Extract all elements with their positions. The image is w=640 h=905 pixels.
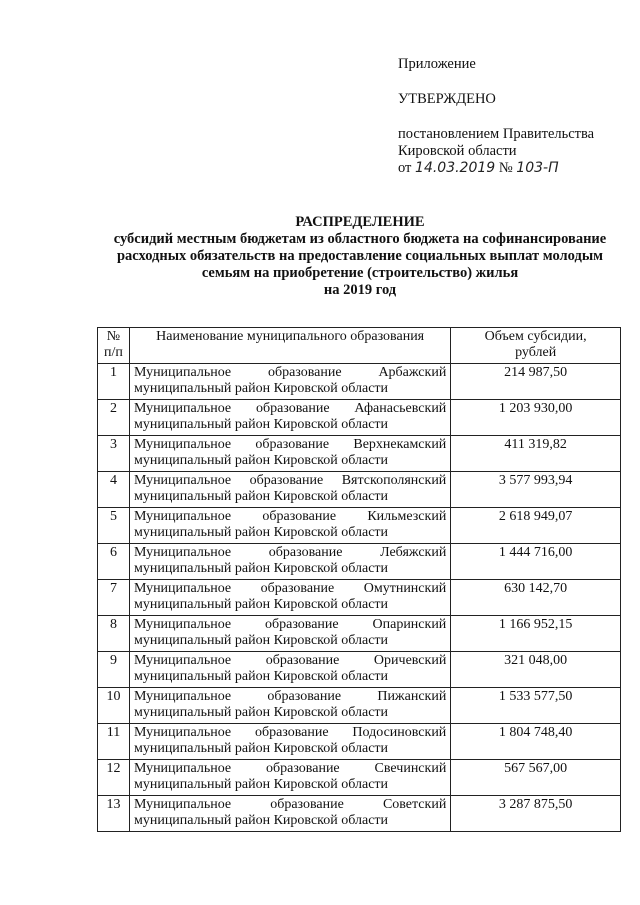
title-line-1: субсидий местным бюджетам из областного бюджета на софинансирование <box>113 231 607 247</box>
row-municipality-line2: муниципальный район Кировской области <box>133 777 389 792</box>
row-municipality-line2: муниципальный район Кировской области <box>133 453 389 468</box>
decree-date: 14.03.2019 <box>415 160 496 176</box>
header-num <box>98 328 130 364</box>
appendix-label: Приложение <box>398 56 476 72</box>
table-row <box>98 508 621 544</box>
row-amount: 2 618 949,07 <box>451 508 621 544</box>
approval-block <box>398 56 628 177</box>
decree-date-number <box>398 160 628 177</box>
row-municipality <box>129 724 450 760</box>
row-number: 7 <box>98 580 130 616</box>
row-amount: 411 319,82 <box>451 436 621 472</box>
row-municipality-line1: Муниципальное образование Опаринский <box>133 617 447 632</box>
row-municipality-line1: Муниципальное образование Свечинский <box>133 761 447 776</box>
table-row <box>98 472 621 508</box>
row-municipality-line2: муниципальный район Кировской области <box>133 705 389 720</box>
row-municipality <box>129 508 450 544</box>
table-header-row <box>98 328 621 364</box>
number-sign: № <box>498 160 513 176</box>
row-municipality-line2: муниципальный район Кировской области <box>133 489 389 504</box>
table-row <box>98 760 621 796</box>
decree-number: 103-П <box>516 160 559 176</box>
row-municipality-line1: Муниципальное образование Кильмезский <box>133 509 447 524</box>
row-amount: 630 142,70 <box>451 580 621 616</box>
row-municipality <box>129 580 450 616</box>
row-number: 11 <box>98 724 130 760</box>
table-row <box>98 724 621 760</box>
row-municipality <box>129 364 450 400</box>
table-row <box>98 580 621 616</box>
approved-label: УТВЕРЖДЕНО <box>398 91 496 107</box>
row-municipality <box>129 436 450 472</box>
table-row <box>98 688 621 724</box>
row-municipality-line2: муниципальный район Кировской области <box>133 597 389 612</box>
table-row <box>98 364 621 400</box>
row-number: 2 <box>98 400 130 436</box>
row-municipality-line2: муниципальный район Кировской области <box>133 381 389 396</box>
row-number: 1 <box>98 364 130 400</box>
row-municipality <box>129 544 450 580</box>
row-municipality-line1: Муниципальное образование Подосиновский <box>133 725 447 740</box>
row-amount: 3 577 993,94 <box>451 472 621 508</box>
row-municipality-line1: Муниципальное образование Арбажский <box>133 365 447 380</box>
row-municipality-line2: муниципальный район Кировской области <box>133 669 389 684</box>
title-line-4: на 2019 год <box>323 282 397 298</box>
row-number: 10 <box>98 688 130 724</box>
row-municipality <box>129 796 450 832</box>
header-amount-line1: Объем субсидии, <box>484 329 587 344</box>
row-amount: 3 287 875,50 <box>451 796 621 832</box>
row-municipality-line1: Муниципальное образование Верхнекамский <box>133 437 447 452</box>
row-municipality-line2: муниципальный район Кировской области <box>133 813 389 828</box>
header-num-line2: п/п <box>104 345 123 360</box>
row-number: 8 <box>98 616 130 652</box>
title-line-2: расходных обязательств на предоставление социальных выплат молодым <box>116 248 604 264</box>
row-municipality-line1: Муниципальное образование Афанасьевский <box>133 401 447 416</box>
table-row <box>98 400 621 436</box>
row-municipality <box>129 616 450 652</box>
table-row <box>98 796 621 832</box>
row-number: 4 <box>98 472 130 508</box>
row-amount: 1 444 716,00 <box>451 544 621 580</box>
row-municipality-line2: муниципальный район Кировской области <box>133 741 389 756</box>
row-number: 3 <box>98 436 130 472</box>
table-row <box>98 616 621 652</box>
table-row <box>98 652 621 688</box>
row-amount: 1 166 952,15 <box>451 616 621 652</box>
row-municipality-line1: Муниципальное образование Омутнинский <box>133 581 447 596</box>
table-row <box>98 544 621 580</box>
row-amount: 214 987,50 <box>451 364 621 400</box>
row-municipality-line2: муниципальный район Кировской области <box>133 633 389 648</box>
row-amount: 321 048,00 <box>451 652 621 688</box>
row-number: 12 <box>98 760 130 796</box>
row-municipality-line1: Муниципальное образование Лебяжский <box>133 545 447 560</box>
row-number: 13 <box>98 796 130 832</box>
row-municipality-line2: муниципальный район Кировской области <box>133 417 389 432</box>
row-municipality-line1: Муниципальное образование Оричевский <box>133 653 447 668</box>
row-municipality <box>129 760 450 796</box>
row-municipality-line2: муниципальный район Кировской области <box>133 561 389 576</box>
from-prefix: от <box>398 160 412 176</box>
row-number: 5 <box>98 508 130 544</box>
title-line-3: семьям на приобретение (строительство) жилья <box>201 265 519 281</box>
row-amount: 1 804 748,40 <box>451 724 621 760</box>
row-amount: 1 203 930,00 <box>451 400 621 436</box>
row-amount: 567 567,00 <box>451 760 621 796</box>
header-name: Наименование муниципального образования <box>129 328 450 364</box>
header-amount <box>451 328 621 364</box>
row-number: 9 <box>98 652 130 688</box>
row-municipality-line1: Муниципальное образование Советский <box>133 797 447 812</box>
document-title <box>100 214 620 299</box>
row-number: 6 <box>98 544 130 580</box>
subsidy-table <box>97 327 621 832</box>
row-municipality <box>129 400 450 436</box>
decree-line-1: постановлением Правительства <box>398 126 595 142</box>
row-municipality <box>129 472 450 508</box>
row-municipality-line1: Муниципальное образование Пижанский <box>133 689 447 704</box>
row-municipality <box>129 688 450 724</box>
title-heading: РАСПРЕДЕЛЕНИЕ <box>295 214 425 230</box>
row-municipality <box>129 652 450 688</box>
row-amount: 1 533 577,50 <box>451 688 621 724</box>
header-amount-line2: рублей <box>515 345 557 360</box>
table-row <box>98 436 621 472</box>
row-municipality-line2: муниципальный район Кировской области <box>133 525 389 540</box>
header-num-line1: № <box>106 329 121 344</box>
decree-line-2: Кировской области <box>398 143 517 159</box>
row-municipality-line1: Муниципальное образование Вятскополянский <box>133 473 447 488</box>
